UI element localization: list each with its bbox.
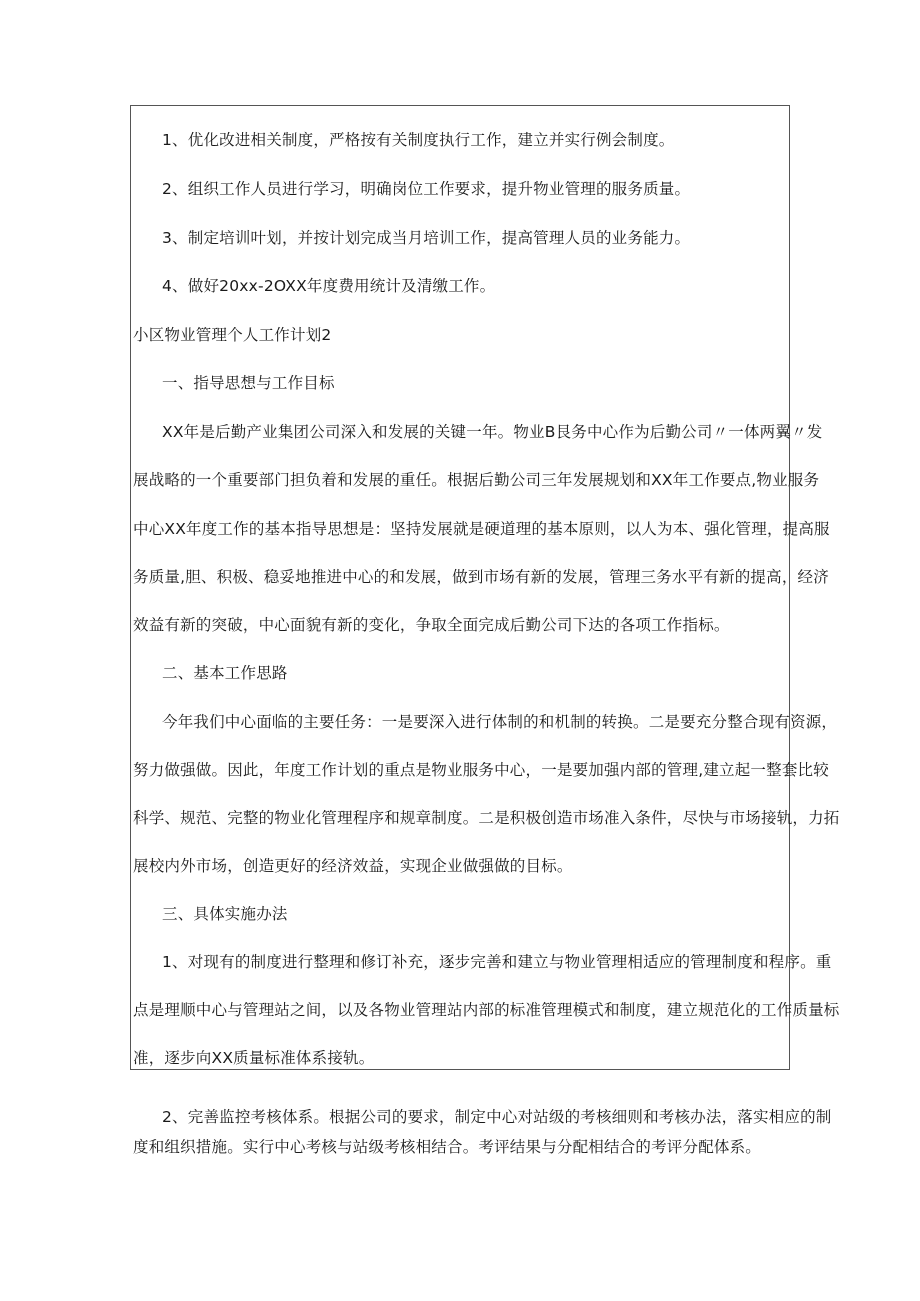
paragraph-line: 务质量,胆、积极、稳妥地推进中心的和发展，做到市场有新的发展，管理三务水平有新的提高，经济 — [133, 568, 829, 586]
list-item: 2、组织工作人员进行学习，明确岗位工作要求，提升物业管理的服务质量。 — [162, 180, 691, 198]
paragraph-line: 2、完善监控考核体系。根据公司的要求，制定中心对站级的考核细则和考核办法，落实相应的制 — [162, 1108, 832, 1126]
section-heading: 三、具体实施办法 — [162, 905, 288, 923]
list-item: 1、优化改进相关制度，严格按有关制度执行工作，建立并实行例会制度。 — [162, 131, 675, 149]
paragraph-line: 准，逐步向XX质量标准体系接轨。 — [133, 1049, 375, 1067]
section-heading: 二、基本工作思路 — [162, 664, 288, 682]
paragraph-line: 科学、规范、完整的物业化管理程序和规章制度。二是积极创造市场准入条件，尽快与市场接轨，力拓 — [133, 809, 840, 827]
paragraph-line: XX年是后勤产业集团公司深入和发展的关键一年。物业B艮务中心作为后勤公司〃一体两翼〃发 — [162, 423, 823, 441]
paragraph-line: 1、对现有的制度进行整理和修订补充，逐步完善和建立与物业管理相适应的管理制度和程序。重 — [162, 953, 832, 971]
paragraph-line: 度和组织措施。实行中心考核与站级考核相结合。考评结果与分配相结合的考评分配体系。 — [133, 1138, 762, 1156]
paragraph-line: 努力做强做。因此，年度工作计划的重点是物业服务中心，一是要加强内部的管理,建立起一整套比较 — [133, 761, 829, 779]
list-item: 4、做好20xx-2OXX年度费用统计及清缴工作。 — [162, 277, 496, 295]
paragraph-line: 今年我们中心面临的主要任务：一是要深入进行体制的和机制的转换。二是要充分整合现有资源， — [162, 713, 838, 731]
paragraph-line: 展校内外市场，创造更好的经济效益，实现企业做强做的目标。 — [133, 857, 573, 875]
section-title: 小区物业管理个人工作计划2 — [133, 326, 332, 344]
paragraph-line: 效益有新的突破，中心面貌有新的变化，争取全面完成后勤公司下达的各项工作指标。 — [133, 616, 730, 634]
bordered-text-box — [130, 105, 790, 1070]
paragraph-line: 点是理顺中心与管理站之间，以及各物业管理站内部的标准管理模式和制度，建立规范化的工作质量标 — [133, 1001, 840, 1019]
paragraph-line: 展战略的一个重要部门担负着和发展的重任。根据后勤公司三年发展规划和XX年工作要点,物业服务 — [133, 471, 820, 489]
paragraph-line: 中心XX年度工作的基本指导思想是：坚持发展就是硬道理的基本原则，以人为本、强化管理，提高服 — [133, 520, 830, 538]
section-heading: 一、指导思想与工作目标 — [162, 374, 335, 392]
list-item: 3、制定培训叶划，并按计划完成当月培训工作，提高管理人员的业务能力。 — [162, 229, 691, 247]
